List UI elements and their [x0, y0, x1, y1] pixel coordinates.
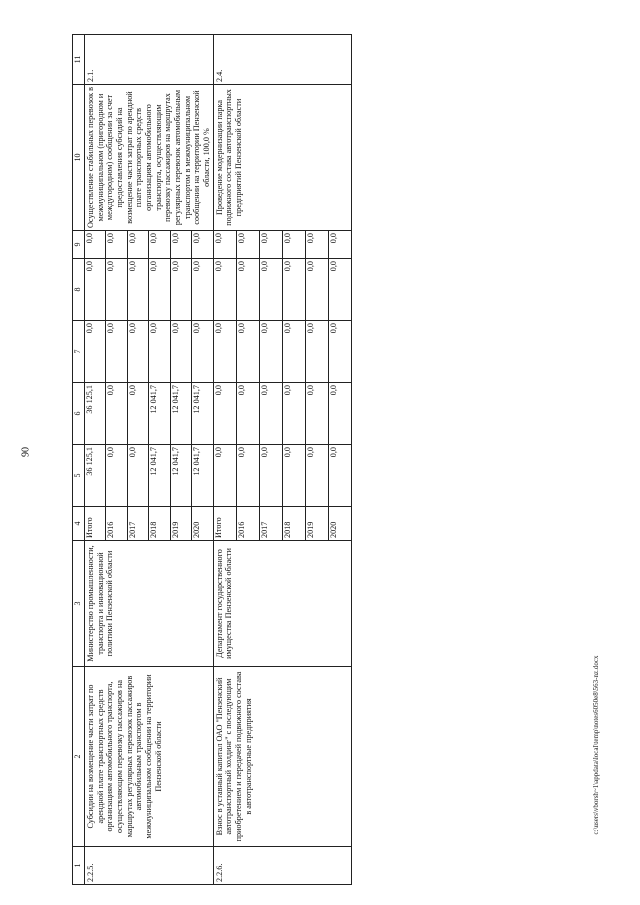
amount-regional-cell: 12 041,7: [192, 383, 213, 445]
measure-result: Проведение модернизации парка подвижного состава автотранспортных предприятий Пензенской области: [213, 85, 351, 231]
header-cell: 7: [73, 321, 85, 383]
header-cell: 11: [73, 35, 85, 85]
amount-regional-cell: 12 041,7: [149, 383, 170, 445]
indicator-number: 2.1.: [85, 35, 214, 85]
amount-federal-cell: 0,0: [282, 321, 305, 383]
amount-local-cell: 0,0: [213, 259, 236, 321]
amount-federal-cell: 0,0: [236, 321, 259, 383]
amount-regional-cell: 0,0: [213, 383, 236, 445]
amount-other-cell: 0,0: [106, 231, 127, 259]
amount-total-cell: 12 041,7: [170, 445, 191, 507]
header-cell: 1: [73, 847, 85, 885]
amount-total-cell: 0,0: [236, 445, 259, 507]
year-cell: 2020: [192, 507, 213, 541]
year-cell: 2019: [305, 507, 328, 541]
amount-total-cell: 0,0: [305, 445, 328, 507]
amount-federal-cell: 0,0: [149, 321, 170, 383]
year-cell: Итого: [85, 507, 106, 541]
header-cell: 3: [73, 541, 85, 667]
amount-local-cell: 0,0: [282, 259, 305, 321]
amount-regional-cell: 0,0: [127, 383, 148, 445]
amount-local-cell: 0,0: [328, 259, 351, 321]
amount-regional-cell: 0,0: [305, 383, 328, 445]
amount-other-cell: 0,0: [85, 231, 106, 259]
year-cell: 2016: [236, 507, 259, 541]
footer-file-path: c:\users\vborsh~1\appdata\local\temp\notes6050e8\563-nz.docx: [592, 655, 600, 835]
amount-local-cell: 0,0: [192, 259, 213, 321]
amount-other-cell: 0,0: [149, 231, 170, 259]
header-cell: 2: [73, 667, 85, 847]
amount-other-cell: 0,0: [259, 231, 282, 259]
measure-number: 2.2.6.: [213, 847, 351, 885]
amount-local-cell: 0,0: [170, 259, 191, 321]
program-measures-table: [72, 34, 352, 885]
amount-other-cell: 0,0: [192, 231, 213, 259]
amount-total-cell: 36 125,1: [85, 445, 106, 507]
amount-federal-cell: 0,0: [213, 321, 236, 383]
measure-name: Субсидии на возмещение части затрат по арендной плате транспортных средств организациям автомобильного транспорта, осуществляющим перевозку пассажиров на маршрутах регулярных перевозок пассажиров автомобильным транспортом в межмуниципальном сообщении на территории Пензенской области: [85, 667, 214, 847]
year-cell: 2017: [127, 507, 148, 541]
header-cell: 10: [73, 85, 85, 231]
amount-federal-cell: 0,0: [305, 321, 328, 383]
header-row: [73, 35, 85, 885]
table-row: [213, 35, 236, 885]
amount-other-cell: 0,0: [213, 231, 236, 259]
amount-total-cell: 0,0: [127, 445, 148, 507]
amount-other-cell: 0,0: [170, 231, 191, 259]
amount-other-cell: 0,0: [127, 231, 148, 259]
amount-regional-cell: 0,0: [259, 383, 282, 445]
year-cell: Итого: [213, 507, 236, 541]
amount-total-cell: 12 041,7: [149, 445, 170, 507]
header-cell: 8: [73, 259, 85, 321]
amount-regional-cell: 36 125,1: [85, 383, 106, 445]
year-cell: 2019: [170, 507, 191, 541]
year-cell: 2017: [259, 507, 282, 541]
table-row: [85, 35, 106, 885]
amount-federal-cell: 0,0: [170, 321, 191, 383]
amount-other-cell: 0,0: [305, 231, 328, 259]
measure-number: 2.2.5.: [85, 847, 214, 885]
year-cell: 2018: [282, 507, 305, 541]
year-cell: 2020: [328, 507, 351, 541]
amount-federal-cell: 0,0: [106, 321, 127, 383]
amount-regional-cell: 12 041,7: [170, 383, 191, 445]
amount-total-cell: 0,0: [213, 445, 236, 507]
amount-regional-cell: 0,0: [236, 383, 259, 445]
page-number: 90: [20, 447, 32, 457]
amount-regional-cell: 0,0: [328, 383, 351, 445]
amount-other-cell: 0,0: [236, 231, 259, 259]
amount-total-cell: 0,0: [259, 445, 282, 507]
header-cell: 9: [73, 231, 85, 259]
measure-executor: Департамент государственного имущества Пензенской области: [213, 541, 351, 667]
amount-total-cell: 12 041,7: [192, 445, 213, 507]
header-cell: 4: [73, 507, 85, 541]
amount-total-cell: 0,0: [282, 445, 305, 507]
amount-total-cell: 0,0: [328, 445, 351, 507]
amount-federal-cell: 0,0: [192, 321, 213, 383]
measure-name: Взнос в уставный капитал ОАО "Пензенский автотранспортный холдинг" с последующим приобретением и передачей подвижного состава в автотранспортные предприятия: [213, 667, 351, 847]
amount-local-cell: 0,0: [85, 259, 106, 321]
indicator-number: 2.4.: [213, 35, 351, 85]
amount-federal-cell: 0,0: [259, 321, 282, 383]
amount-local-cell: 0,0: [259, 259, 282, 321]
year-cell: 2016: [106, 507, 127, 541]
amount-federal-cell: 0,0: [328, 321, 351, 383]
year-cell: 2018: [149, 507, 170, 541]
measure-executor: Министерство промышленности, транспорта и инновационной политики Пензенской области: [85, 541, 214, 667]
amount-local-cell: 0,0: [305, 259, 328, 321]
measure-result: Осуществление стабильных перевозок в межмуниципальном (пригородном и междугородном) сообщении за счет предоставления субсидий на возмещение части затрат по арендной плате транспортных средств организациям автомобильного транспорта, осуществляющим перевозку пассажиров на маршрутах регулярных перевозок автомобильным транспортом в межмуниципальном сообщении на территории Пензенской области, 100,0 %: [85, 85, 214, 231]
amount-regional-cell: 0,0: [106, 383, 127, 445]
amount-other-cell: 0,0: [328, 231, 351, 259]
amount-local-cell: 0,0: [236, 259, 259, 321]
amount-federal-cell: 0,0: [127, 321, 148, 383]
amount-regional-cell: 0,0: [282, 383, 305, 445]
amount-local-cell: 0,0: [127, 259, 148, 321]
amount-other-cell: 0,0: [282, 231, 305, 259]
amount-local-cell: 0,0: [149, 259, 170, 321]
amount-federal-cell: 0,0: [85, 321, 106, 383]
amount-total-cell: 0,0: [106, 445, 127, 507]
amount-local-cell: 0,0: [106, 259, 127, 321]
header-cell: 6: [73, 383, 85, 445]
rotated-table-container: [72, 35, 584, 885]
header-cell: 5: [73, 445, 85, 507]
